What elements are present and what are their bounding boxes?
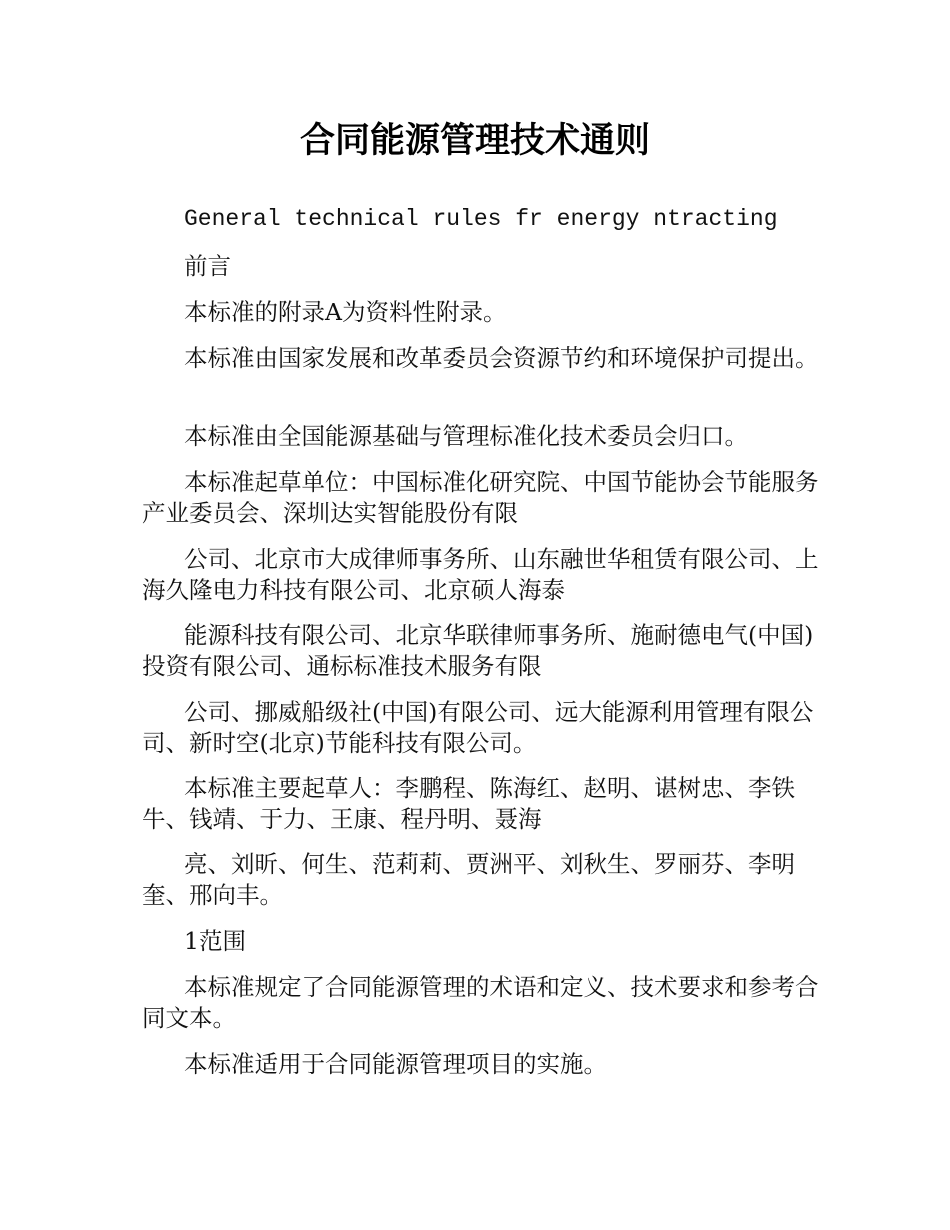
paragraph: 能源科技有限公司、北京华联律师事务所、施耐德电气(中国)投资有限公司、通标标准技术服务有限 xyxy=(142,621,814,680)
paragraph: 本标准的附录A为资料性附录。 xyxy=(184,298,507,326)
paragraph: 公司、挪威船级社(中国)有限公司、远大能源利用管理有限公司、新时空(北京)节能科技有限公司。 xyxy=(142,698,814,757)
paragraph: 亮、刘昕、何生、范莉莉、贾洲平、刘秋生、罗丽芬、李明奎、邢向丰。 xyxy=(142,850,795,909)
english-subtitle: General technical rules fr energy ntracting xyxy=(184,206,778,232)
paragraph: 本标准起草单位：中国标准化研究院、中国节能协会节能服务产业委员会、深圳达实智能股份有限 xyxy=(142,468,819,527)
paragraph: 本标准由国家发展和改革委员会资源节约和环境保护司提出。 xyxy=(184,344,819,372)
paragraph: 本标准主要起草人：李鹏程、陈海红、赵明、谌树忠、李铁牛、钱靖、于力、王康、程丹明、聂海 xyxy=(142,774,795,833)
section-heading-scope: 1范围 xyxy=(184,927,246,955)
paragraph: 本标准适用于合同能源管理项目的实施。 xyxy=(184,1050,607,1078)
document-title: 合同能源管理技术通则 xyxy=(299,121,650,161)
section-heading-foreword: 前言 xyxy=(184,252,231,280)
paragraph: 本标准由全国能源基础与管理标准化技术委员会归口。 xyxy=(184,422,748,450)
paragraph: 本标准规定了合同能源管理的术语和定义、技术要求和参考合同文本。 xyxy=(142,973,819,1032)
paragraph: 公司、北京市大成律师事务所、山东融世华租赁有限公司、上海久隆电力科技有限公司、北京硕人海泰 xyxy=(142,545,819,604)
